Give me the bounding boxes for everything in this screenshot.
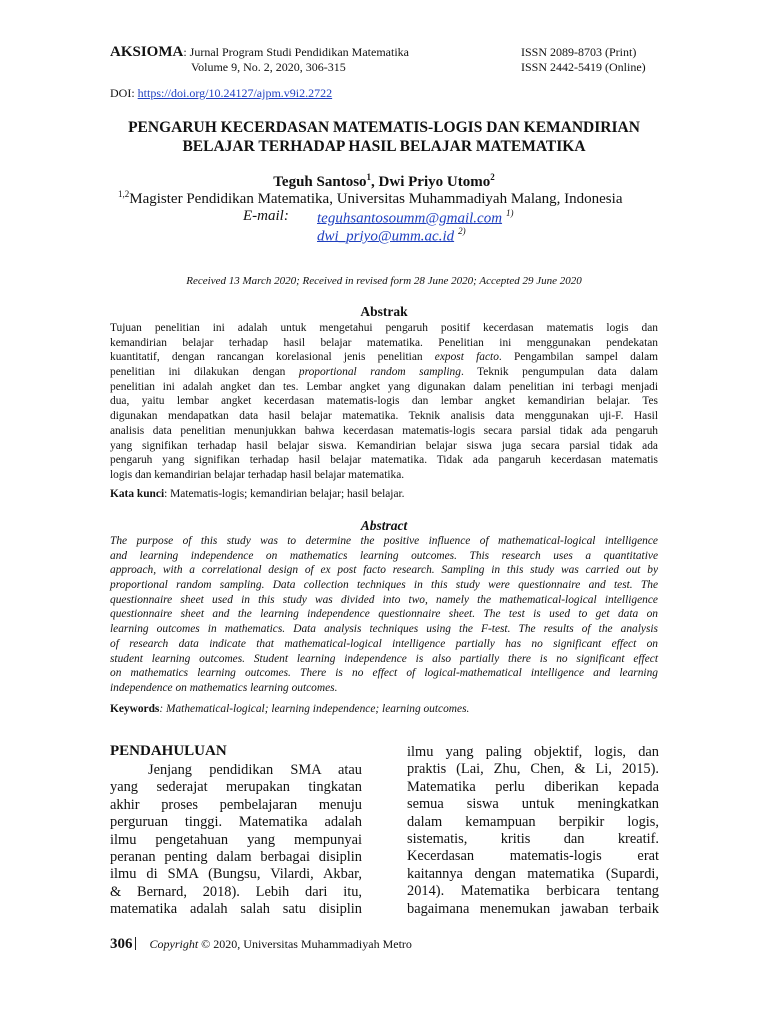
body-line: sistematis, kritis dan kreatif. [407,830,659,847]
kata-kunci-text: : Matematis-logis; kemandirian belajar; hasil belajar. [164,488,405,500]
journal-subtitle: : Jurnal Program Studi Pendidikan Matematika [183,45,409,59]
doi-label: DOI: [110,86,138,100]
affil-text: Magister Pendidikan Matematika, Universitas Muhammadiyah Malang, Indonesia [129,191,623,207]
abstrak-line: penelitian ini adalah angket dan tes. Lembar angket yang digunakan dalam penelitian ini terbagi menjadi [110,380,658,393]
abstract-line: proportional random sampling. Data collection techniques in this study were questionnaire and test. The [110,579,658,592]
abstract-line: approach, with a correlational design of ex post facto research. Sampling in this study was carried out by [110,564,658,577]
body-line: ilmu di SMA (Bungsu, Vilardi, Akbar, [110,866,362,883]
abstrak-line: Tujuan penelitian ini adalah untuk mengetahui pengaruh positif kecerdasan matematis logis dan [110,322,658,334]
paper-title [100,118,668,156]
affiliation [118,189,622,208]
title-line-1: PENGARUH KECERDASAN MATEMATIS-LOGIS DAN KEMANDIRIAN [128,119,640,136]
author-2: Dwi Priyo Utomo [378,174,491,190]
abstract-line: of research data indicate that mathematical-logical intelligence partially has no significant effect on [110,637,658,650]
body-line: peranan penting dalam berbagai disiplin [110,848,362,865]
title-line-2: BELAJAR TERHADAP HASIL BELAJAR MATEMATIKA [182,138,586,155]
footer-divider [135,937,136,950]
author-1: Teguh Santoso [273,174,367,190]
keywords-text: : Mathematical-logical; learning independence; learning outcomes. [159,703,470,715]
abstract-line: student learning outcomes. Student learning independence is also partially there is no significant effect [110,652,658,665]
page-number: 306 [110,936,133,952]
journal-name: AKSIOMA [110,44,184,60]
body-line: Kecerdasan matematis-logis erat [407,848,659,865]
abstract-line: learning outcomes in mathematics. Data analysis techniques using the F-test. The results of the analysis [110,623,658,636]
body-line: praktis (Lai, Zhu, Chen, & Li, 2015). [407,761,659,778]
body-line: yang sederajat merupakan tingkatan [110,779,362,796]
body-line: matematika adalah salah satu disiplin [110,901,362,918]
email-1-line [317,208,514,227]
abstract-line: The purpose of this study was to determine the positive influence of mathematical-logical intelligence [110,535,658,547]
body-line: akhir proses pembelajaran menuju [110,796,362,813]
keywords [110,703,469,715]
body-line: ilmu yang paling objektif, logis, dan [407,744,659,760]
volume-info: Volume 9, No. 2, 2020, 306-315 [191,60,346,74]
copyright-text: © 2020, Universitas Muhammadiyah Metro [198,937,412,951]
copyright-label: Copyright [149,937,199,951]
doi-line [110,86,332,101]
affil-sup: 1,2 [118,189,130,199]
email-1-link[interactable]: teguhsantosoumm@gmail.com [317,210,503,227]
abstrak-line: dua, yaitu lembar angket kecerdasan matematis-logis dan lembar angket kemandirian belajar. Tes [110,395,658,408]
body-line: semua siswa untuk meningkatkan [407,796,659,813]
abstrak-line: pengaruh yang signifikan terhadap hasil belajar matematika. Tidak ada pangaruh kecerdasan matematis [110,454,658,467]
abstrak-line: digunakan mendapatkan data hasil belajar matematika. Teknik analisis data menggunakan uji-F. Hasil [110,410,658,423]
body-line: bagaimana menemukan jawaban terbaik [407,900,659,917]
abstrak-line: kemandirian belajar terhadap hasil belajar matematika. Penelitian ini menggunakan pendekatan [110,336,658,349]
abstract-heading: Abstract [360,518,408,533]
received-dates: Received 13 March 2020; Received in revised form 28 June 2020; Accepted 29 June 2020 [186,275,582,287]
abstract-line: questionnaire sheet and the learning independence questionnaire sheet. The test is used to get data on [110,608,658,621]
email-label: E-mail: [243,208,289,224]
email-2-sup: 2) [458,226,466,236]
body-column-left [110,762,362,919]
body-line: ilmu pengetahuan yang mempunyai [110,831,362,848]
body-line: kaitannya dengan matematika (Supardi, [407,865,659,882]
body-line: perguruan tinggi. Matematika adalah [110,814,362,831]
body-column-right [407,744,659,918]
abstrak-line: yang signifikan terhadap hasil belajar siswa. Kemandirian belajar siswa juga secara parsial tidak ada [110,439,658,452]
body-line: Jenjang pendidikan SMA atau [148,762,362,778]
issn-online: ISSN 2442-5419 (Online) [521,60,646,74]
abstrak-line: analisis data penelitian menunjukkan bahwa kecerdasan matematis-logis secara parsial tidak ada pengaruh [110,424,658,437]
email-2-line [317,226,466,245]
abstract-body [110,534,658,696]
abstract-line: and learning independence on mathematics learning outcomes. This research uses a quantitative [110,549,658,562]
journal-header [110,44,409,61]
abstrak-body [110,321,658,483]
abstrak-line: penelitian ini dilakukan dengan proportional random sampling. Teknik pengumpulan data dalam [110,366,658,379]
kata-kunci [110,488,405,500]
abstrak-heading: Abstrak [360,304,408,319]
body-line: Matematika perlu diberikan kepada [407,778,659,795]
author-separator: , [371,174,379,190]
page-footer [110,936,412,953]
email-1-sup: 1) [506,208,514,218]
body-line: & Bernard, 2018). Lebih dari itu, [110,883,362,900]
doi-link[interactable]: https://doi.org/10.24127/ajpm.v9i2.2722 [137,86,333,100]
body-line: 2014). Matematika berbicara tentang [407,883,659,900]
abstrak-line: logis dan kemandirian belajar terhadap hasil belajar matematika. [110,468,405,481]
body-line: dalam kemampuan berpikir logis, [407,813,659,830]
abstract-line: questionnaire sheet used in this study was divided into two, namely the mathematical-logical intelligence [110,593,658,606]
email-2-link[interactable]: dwi_priyo@umm.ac.id [317,228,455,245]
kata-kunci-label: Kata kunci [110,488,165,500]
issn-print: ISSN 2089-8703 (Print) [521,45,637,59]
author-1-sup: 1 [366,172,372,182]
keywords-label: Keywords [110,703,160,715]
author-2-sup: 2 [490,172,495,182]
abstract-line: independence on mathematics learning outcomes. [110,681,338,694]
section-heading-pendahuluan: PENDAHULUAN [110,743,227,759]
abstract-line: on mathematics learning outcomes. There is no effect of logical-mathematical intelligence and learning [110,667,658,680]
abstrak-line: kuantitatif, dengan rancangan korelasional jenis penelitian expost facto. Pengambilan sampel dalam [110,351,658,364]
